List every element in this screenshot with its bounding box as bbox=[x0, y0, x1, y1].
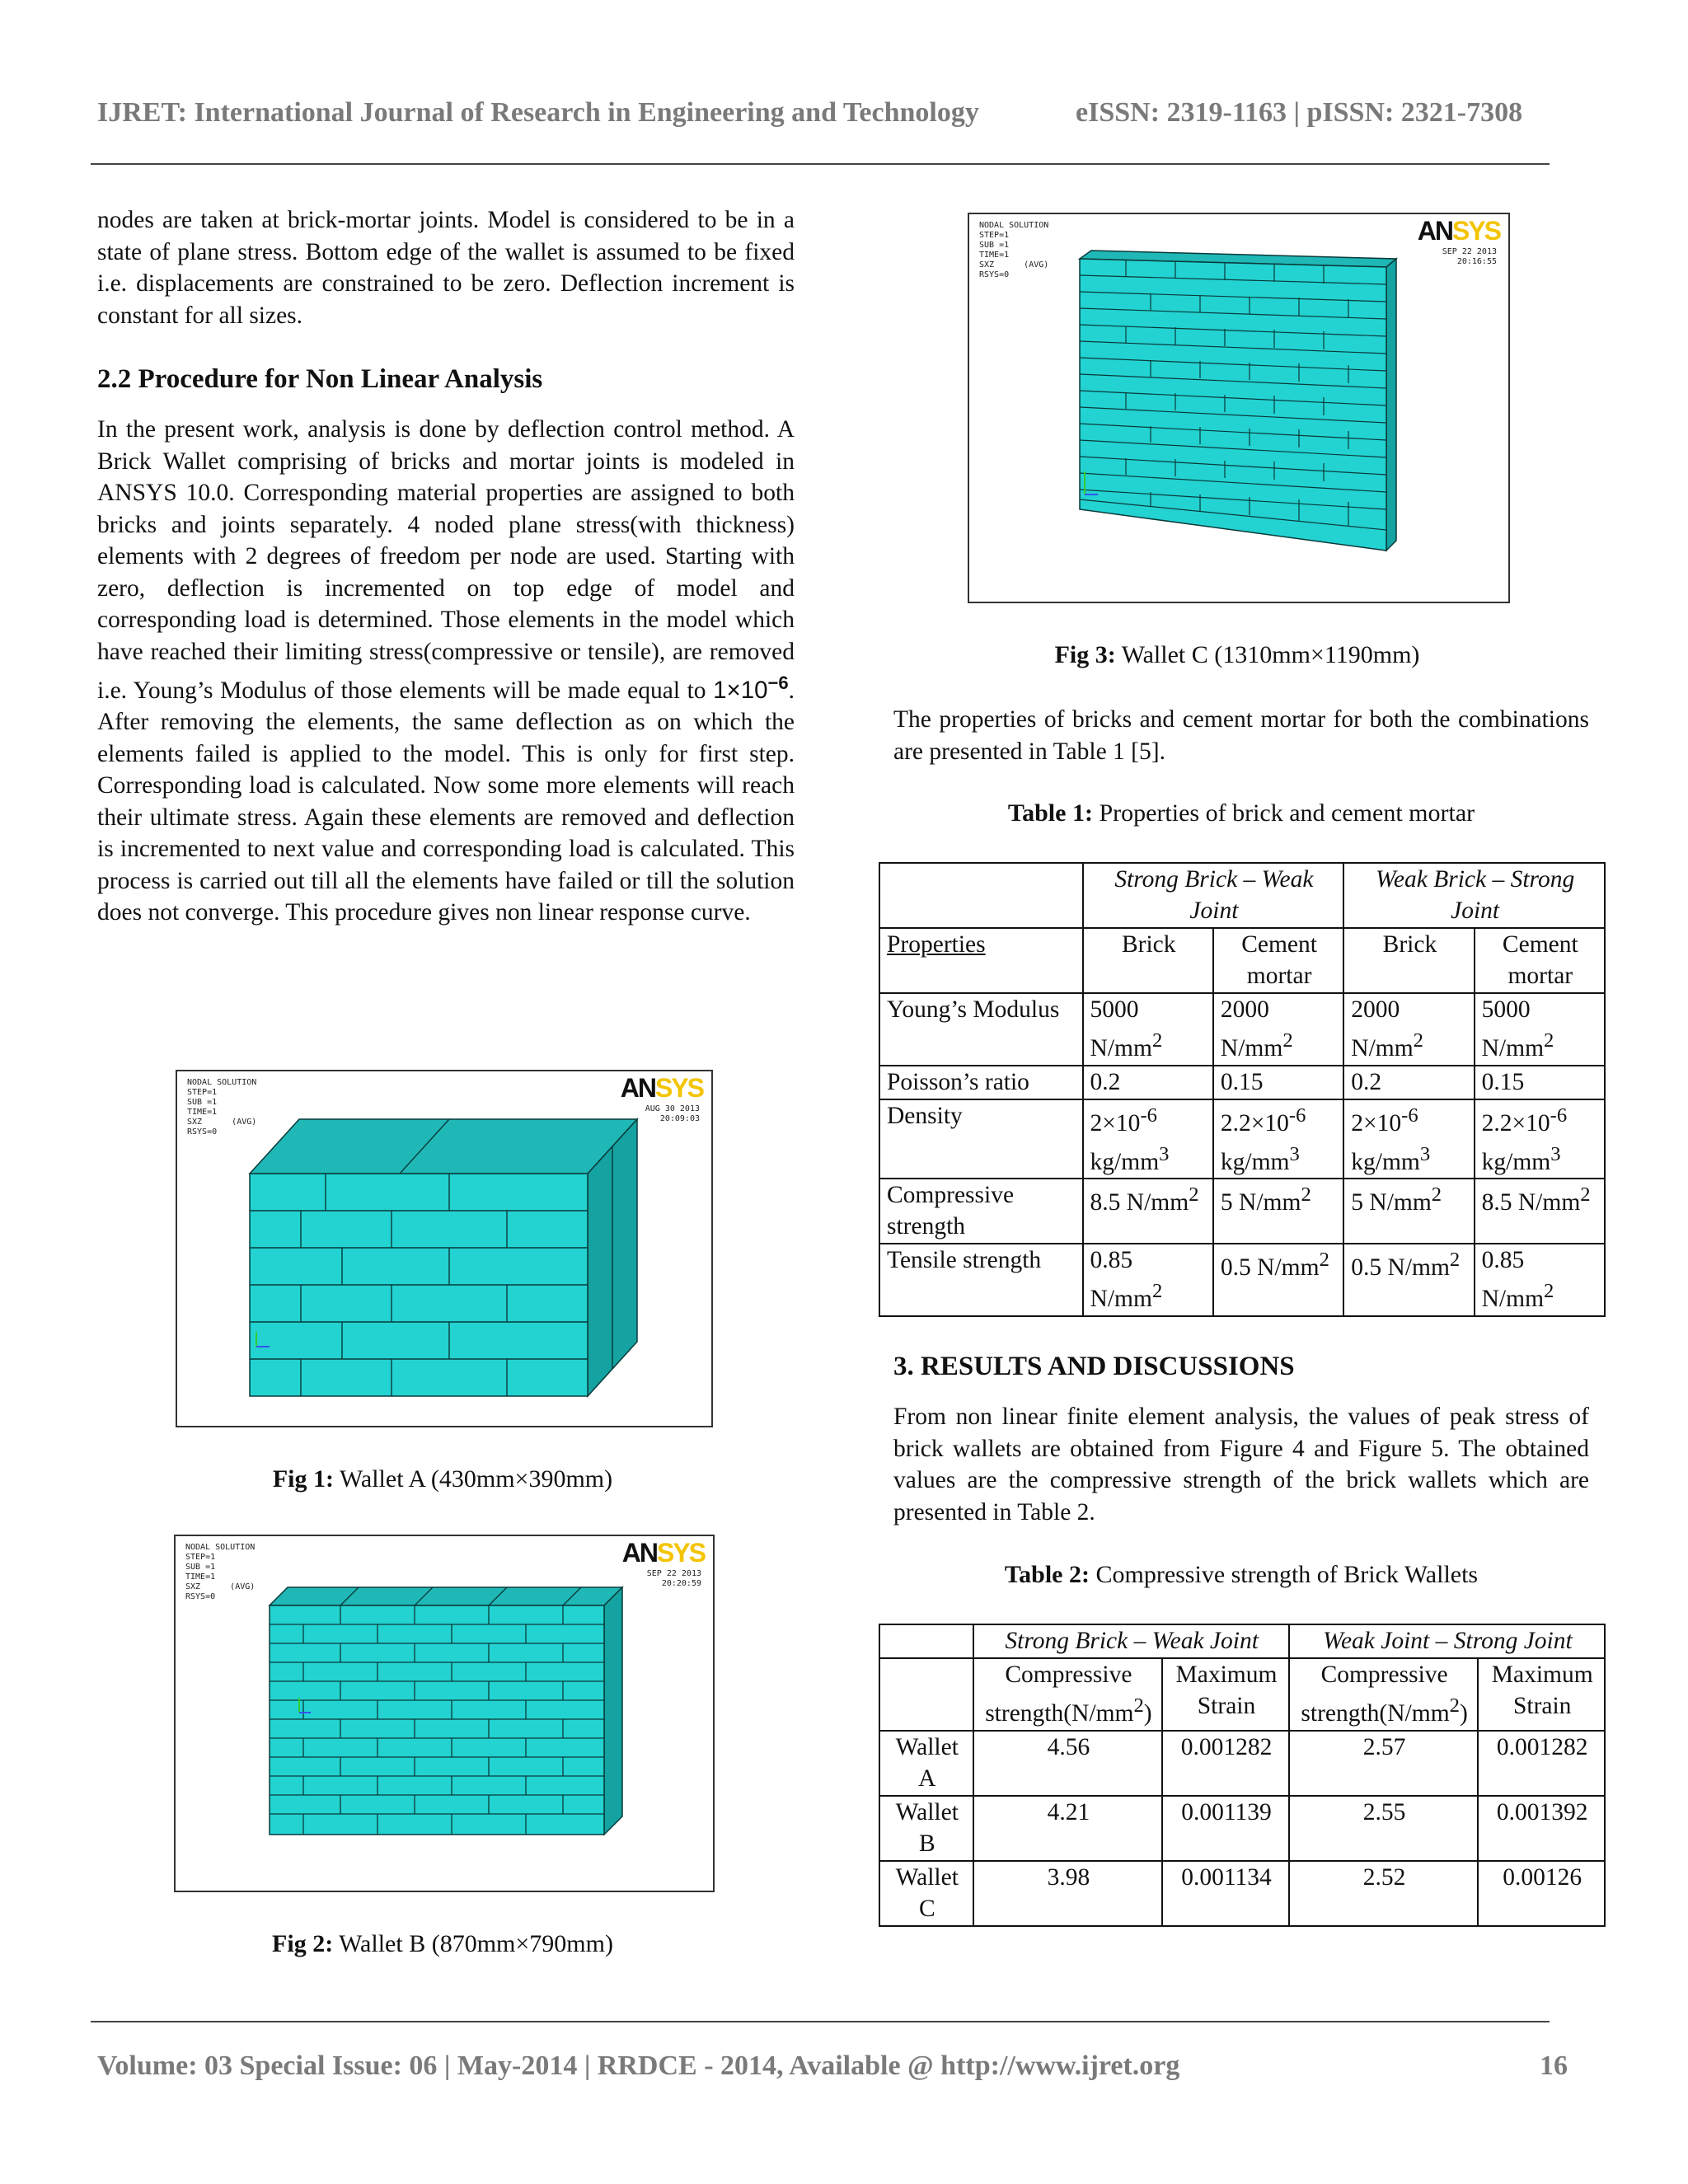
solution-date: SEP 22 2013 20:16:55 bbox=[1442, 247, 1497, 266]
table-1-group-weak-brick: Weak Brick – Strong Joint bbox=[1343, 863, 1605, 928]
issn-header: eISSN: 2319-1163 | pISSN: 2321-7308 bbox=[1076, 97, 1523, 128]
solution-date: AUG 30 2013 20:09:03 bbox=[645, 1104, 700, 1123]
table-row: Wallet C 3.98 0.001134 2.52 0.00126 bbox=[879, 1861, 1605, 1926]
figure-1-caption: Fig 1: Wallet A (430mm×390mm) bbox=[272, 1465, 613, 1493]
footer-rule bbox=[91, 2021, 1550, 2022]
right-para-1: The properties of bricks and cement mortar for both the combinations are presented in Table 1 [5]. bbox=[893, 706, 1589, 765]
solution-date: SEP 22 2013 20:20:59 bbox=[646, 1569, 701, 1588]
header-rule bbox=[91, 163, 1550, 165]
table-row: Young’s Modulus 5000 $N/mm^2$ 2000 $N/mm^2$ 2000 $N/mm^2$ 5000 $N/mm^2$ bbox=[879, 993, 1605, 1066]
nodal-solution-text: NODAL SOLUTION STEP=1 SUB =1 TIME=1 SXZ (AVG) RSYS=0 bbox=[185, 1543, 256, 1601]
section-heading-2-2: 2.2 Procedure for Non Linear Analysis bbox=[97, 364, 543, 394]
section-heading-3: 3. RESULTS AND DISCUSSIONS bbox=[893, 1352, 1295, 1381]
table-1-properties bbox=[879, 862, 1606, 1317]
wallet-c-model bbox=[969, 214, 1508, 602]
wallet-b-model bbox=[176, 1536, 713, 1891]
figure-2-wallet-b bbox=[174, 1535, 715, 1892]
nodal-solution-text: NODAL SOLUTION STEP=1 SUB =1 TIME=1 SXZ (AVG) RSYS=0 bbox=[187, 1078, 257, 1137]
table-row: Compressive strength 8.5 $N/mm^2$ 5 $N/mm^2$ 5 $N/mm^2$ 8.5 $N/mm^2$ bbox=[879, 1179, 1605, 1244]
table-1-mortar-header: Cement mortar bbox=[1213, 928, 1343, 993]
table-2-title: Table 2: Compressive strength of Brick Wallets bbox=[1004, 1561, 1479, 1588]
table-row: Tensile strength 0.85 $N/mm^2$ 0.5 $N/mm^2$ 0.5 $N/mm^2$ 0.85 $N/mm^2$ bbox=[879, 1244, 1605, 1316]
table-1-group-strong-brick: Strong Brick – Weak Joint bbox=[1083, 863, 1344, 928]
table-row: Poisson’s ratio 0.2 0.15 0.2 0.15 bbox=[879, 1066, 1605, 1099]
ansys-logo: ANSYS bbox=[1417, 216, 1500, 246]
table-row: Wallet A 4.56 0.001282 2.57 0.001282 bbox=[879, 1731, 1605, 1796]
footer-volume-info: Volume: 03 Special Issue: 06 | May-2014 | RRDCE - 2014, Available @ http://www.ijret.org bbox=[97, 2050, 1180, 2081]
table-2-compressive-strength: Strong Brick – Weak Joint Weak Joint – Strong Joint Compressive $strength(N/mm^2)$ Maximum Strain Compressive $strength(N/mm^2)$ Maximum Strain Wallet A 4.56 0.001282 2.57 0.001282 Wallet B 4.21 0.001139 2.55 0.001392 Wallet C 3.98 0.001134 2.52 0.00126 bbox=[879, 1624, 1606, 1927]
ansys-logo: ANSYS bbox=[620, 1073, 703, 1103]
figure-2-caption: Fig 2: Wallet B (870mm×790mm) bbox=[272, 1930, 613, 1957]
right-para-2: From non linear finite element analysis, the values of peak stress of brick wallets are obtained from Figure 4 and Figure 5. The obtained values are the compressive strength of the brick wallets which are presented in Table 2. bbox=[893, 1404, 1589, 1526]
table-1-mortar-header: Cement mortar bbox=[1475, 928, 1605, 993]
left-para-1: nodes are taken at brick-mortar joints. Model is considered to be in a state of plane stress. Bottom edge of the wallet is assumed to be fixed i.e. displacements are constrained to be zero. Deflection increment is constant for all sizes. bbox=[97, 207, 795, 329]
table-row: Wallet B 4.21 0.001139 2.55 0.001392 bbox=[879, 1796, 1605, 1861]
wallet-a-model bbox=[177, 1071, 711, 1426]
nodal-solution-text: NODAL SOLUTION STEP=1 SUB =1 TIME=1 SXZ (AVG) RSYS=0 bbox=[979, 221, 1049, 279]
table-1-brick-header: Brick bbox=[1083, 928, 1213, 993]
table-2-group-weak-joint: Weak Joint – Strong Joint bbox=[1289, 1624, 1605, 1658]
figure-3-wallet-c bbox=[968, 213, 1510, 603]
left-para-2: In the present work, analysis is done by deflection control method. A Brick Wallet comprising of bricks and mortar joints is modeled in ANSYS 10.0. Corresponding material properties are assigned to both bricks and joints separately. 4 noded plane stress(with thickness) elements with 2 degrees of freedom per node are used. Starting with zero, deflection is incremented on top edge of model and corresponding load is determined. Those elements in the model which have reached their limiting stress(compressive or tensile), are removed i.e. Young’s Modulus of those elements will be made equal to $1\times 10^{-6}$. After removing the elements, the same deflection as on which the elements failed is applied to the model. This is only for first step. Corresponding load is calculated. Now some more elements will reach their ultimate stress. Again these elements are removed and deflection is incremented to next value and corresponding load is calculated. This process is carried out till all the elements have failed or till the solution does not converge. This procedure gives non linear response curve. bbox=[97, 416, 795, 926]
table-1-title: Table 1: Properties of brick and cement mortar bbox=[1007, 799, 1475, 827]
table-2-group-strong-brick: Strong Brick – Weak Joint bbox=[973, 1624, 1289, 1658]
figure-3-caption: Fig 3: Wallet C (1310mm×1190mm) bbox=[1054, 641, 1420, 668]
ansys-logo: ANSYS bbox=[621, 1538, 705, 1568]
table-1-properties-header: Properties bbox=[879, 928, 1083, 993]
figure-1-wallet-a bbox=[176, 1070, 713, 1427]
table-row: Density $2\times 10^{-6}$ $kg/mm^3$ $2.2\times 10^{-6}$ $kg/mm^3$ $2\times 10^{-6}$ $kg/mm^3$ $2.2\times 10^{-6}$ $kg/mm^3$ bbox=[879, 1099, 1605, 1179]
journal-header: IJRET: International Journal of Research in Engineering and Technology bbox=[97, 97, 979, 128]
page-number: 16 bbox=[1540, 2050, 1568, 2081]
table-1-brick-header: Brick bbox=[1343, 928, 1474, 993]
